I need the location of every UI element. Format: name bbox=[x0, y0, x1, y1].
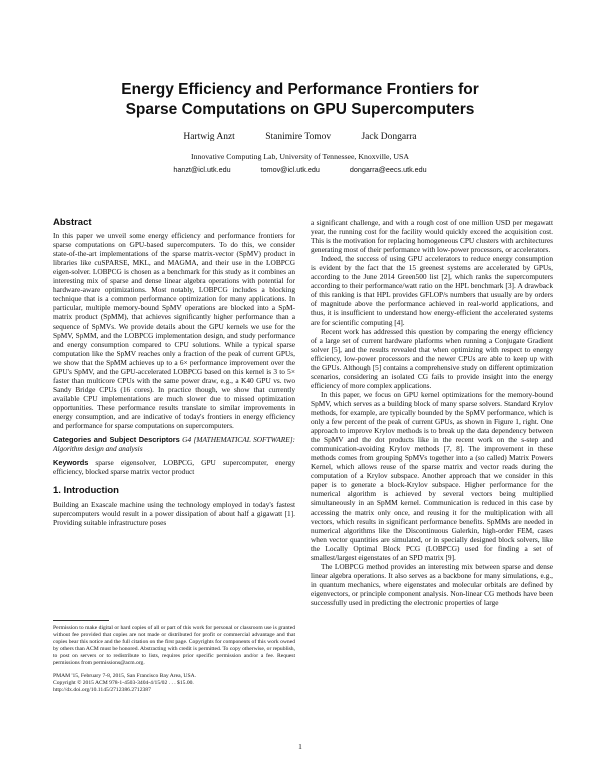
body-paragraph: The LOBPCG method provides an interesting mix between sparse and dense linear algebra operations. It also serves as a backbone for many simulations, e.g., in quantum mechanics, where eigenstates and molecular orbitals are defined by eigenvectors, or principle component analysis. Non-linear CG methods have been successfully used in predicting the electronic properties of large bbox=[311, 561, 553, 607]
categories-text: G4 [MATHEMATICAL SOFTWARE]: Algorithm design and analysis bbox=[53, 435, 295, 454]
body-paragraph: a significant challenge, and with a rough cost of one million USD per megawatt year, the running cost for the facility would quickly exceed the acquisition cost. This is the motivation for replacing homogeneous CPU clusters with architectures generating most of their performance with low-power processors, or accelerators. bbox=[311, 218, 553, 255]
body-paragraph: In this paper, we focus on GPU kernel optimizations for the memory-bound SpMV, which serves as a building block of many sparse solvers. Standard Krylov methods, for example, are typically bounded by the SpMV performance, which is only a few percent of the peak of current GPUs, as shown in Figure 1, right. One approach to improve Krylov methods is to break up the data dependency between the SpMV and the dot products like in the recent work on the s-step and communication-avoiding Krylov methods [7, 8]. The improvement in these methods comes from grouping SpMVs together into a (so called) Matrix Powers Kernel, which allows reuse of the sparse matrix and vector reads during the computation of a Krylov subspace. Another approach that we consider in this paper is to generate a block-Krylov subspace. Higher performance for the numerical algorithm is achieved by several vectors being multiplied simultaneously in an SpMM kernel. Communication is reduced in this case by accessing the matrix only once, and reusing it for the multiplication with all vectors, which results in significant performance benefits. SpMMs are needed in numerical algorithms like the Discontinuous Galerkin, high-order FEM, cases when vector quantities are simulated, or in specially designed block solvers, like the Locally Optimal Block PCG (LOBPCG) used for finding a set of smallest/largest eigenstates of an SPD matrix [9]. bbox=[311, 389, 553, 562]
permission-block bbox=[53, 625, 295, 694]
doi-link[interactable]: http://dx.doi.org/10.1145/2712386.2712387 bbox=[53, 686, 151, 693]
page-number: 1 bbox=[298, 742, 302, 751]
categories-heading: Categories and Subject Descriptors bbox=[53, 435, 180, 445]
email-list bbox=[0, 165, 600, 174]
title-line-2: Sparse Computations on GPU Supercomputers bbox=[125, 101, 475, 118]
author-name: Jack Dongarra bbox=[361, 132, 417, 142]
abstract-heading: Abstract bbox=[53, 217, 92, 228]
paper-title bbox=[0, 80, 600, 120]
author-email: dongarra@eecs.utk.edu bbox=[349, 165, 427, 174]
copyright-line: Copyright © 2015 ACM 978-1-4503-3404-4/15/02 . . . $15.00. bbox=[53, 679, 194, 686]
left-column bbox=[53, 218, 295, 527]
author-list bbox=[0, 132, 600, 142]
title-line-1: Energy Efficiency and Performance Frontiers for bbox=[121, 81, 479, 98]
author-name: Hartwig Anzt bbox=[183, 132, 235, 142]
author-name: Stanimire Tomov bbox=[265, 132, 332, 142]
introduction-text: Building an Exascale machine using the technology employed in today's fastest supercomputers would result in a power dissipation of about half a gigawatt [1]. Providing suitable infrastructure poses bbox=[53, 500, 295, 528]
footnote-rule bbox=[53, 620, 109, 621]
affiliation: Innovative Computing Lab, University of Tennessee, Knoxville, USA bbox=[190, 152, 410, 161]
author-email: hanzt@icl.utk.edu bbox=[173, 165, 231, 174]
categories-line bbox=[53, 435, 295, 453]
body-paragraph: Indeed, the success of using GPU accelerators to reduce energy consumption is evident by the fact that the 15 greenest systems are accelerated by GPUs, according to the June 2014 Green500 list [2], which ranks the supercomputers according to their performance/watt ratio on the HPL benchmark [3]. A drawback of this ranking is that HPL provides GFLOP/s numbers that usually are by orders of magnitude above the performance achieved in real-world applications, and thus, it is insufficient to understand how energy-efficient the accelerated systems are for scientific computing [4]. bbox=[311, 254, 553, 327]
conference-line: PMAM '15, February 7-8, 2015, San Francisco Bay Area, USA. bbox=[53, 672, 197, 679]
permission-text: Permission to make digital or hard copies of all or part of this work for personal or classroom use is granted without fee provided that copies are not made or distributed for profit or commercial advantage and that copies bear this notice and the full citation on the first page. Copyrights for components of this work owned by others than ACM must be honored. Abstracting with credit is permitted. To copy otherwise, or republish, to post on servers or to redistribute to lists, requires prior specific permission and/or a fee. Request permissions from permissions@acm.org. bbox=[53, 625, 295, 667]
abstract-text: In this paper we unveil some energy efficiency and performance frontiers for sparse computations on GPU-based supercomputers. To do this, we consider state-of-the-art implementations of the sparse matrix-vector (SpMV) product in libraries like cuSPARSE, MKL, and MAGMA, and their use in the LOBPCG eigen-solver. LOBPCG is chosen as a benchmark for this study as it combines an interesting mix of sparse and dense linear algebra operations with potential for hardware-aware optimizations. Most notably, LOBPCG includes a blocking technique that is a common performance optimization for many applications. In particular, multiple memory-bound SpMV operations are blocked into a SpM-matrix product (SpMM), that achieves significantly higher performance than a sequence of SpMVs. We provide details about the GPU kernels we use for the SpMV, SpMM, and the LOBPCG implementation design, and study performance and energy consumption compared to CPU solutions. While a typical sparse computation like the SpMV reaches only a fraction of the peak of current GPUs, we show that the SpMM achieves up to a 6× performance improvement over the GPU's SpMV, and the GPU-accelerated LOBPCG based on this kernel is 3 to 5× faster than multicore CPUs with the same power draw, e.g., a K40 GPU vs. two Sandy Bridge CPUs (16 cores). In practice though, we show that currently available CPU implementations are much slower due to missed optimization opportunities. These performance results translate to similar improvements in energy consumption, and are indicative of today's frontiers in energy efficiency and performance for sparse computations on supercomputers. bbox=[53, 231, 295, 431]
introduction-heading: 1. Introduction bbox=[53, 485, 119, 497]
keywords-line bbox=[53, 458, 295, 476]
right-column bbox=[311, 218, 553, 607]
keywords-text: sparse eigensolver, LOBPCG, GPU supercomputer, energy efficiency, blocked sparse matrix vector product bbox=[53, 458, 296, 477]
body-paragraph: Recent work has addressed this question by comparing the energy efficiency of a large set of current hardware platforms when running a Conjugate Gradient solver [5], and the results revealed that when optimizing with respect to energy efficiency, low-power processors and the newer CPUs are able to keep up with the GPUs. Although [5] contains a comprehensive study on different optimization scenarios, considering an isolated CG fails to provide insight into the energy efficiency of more complex applications. bbox=[311, 326, 553, 390]
keywords-heading: Keywords bbox=[53, 458, 89, 468]
author-email: tomov@icl.utk.edu bbox=[260, 165, 320, 174]
